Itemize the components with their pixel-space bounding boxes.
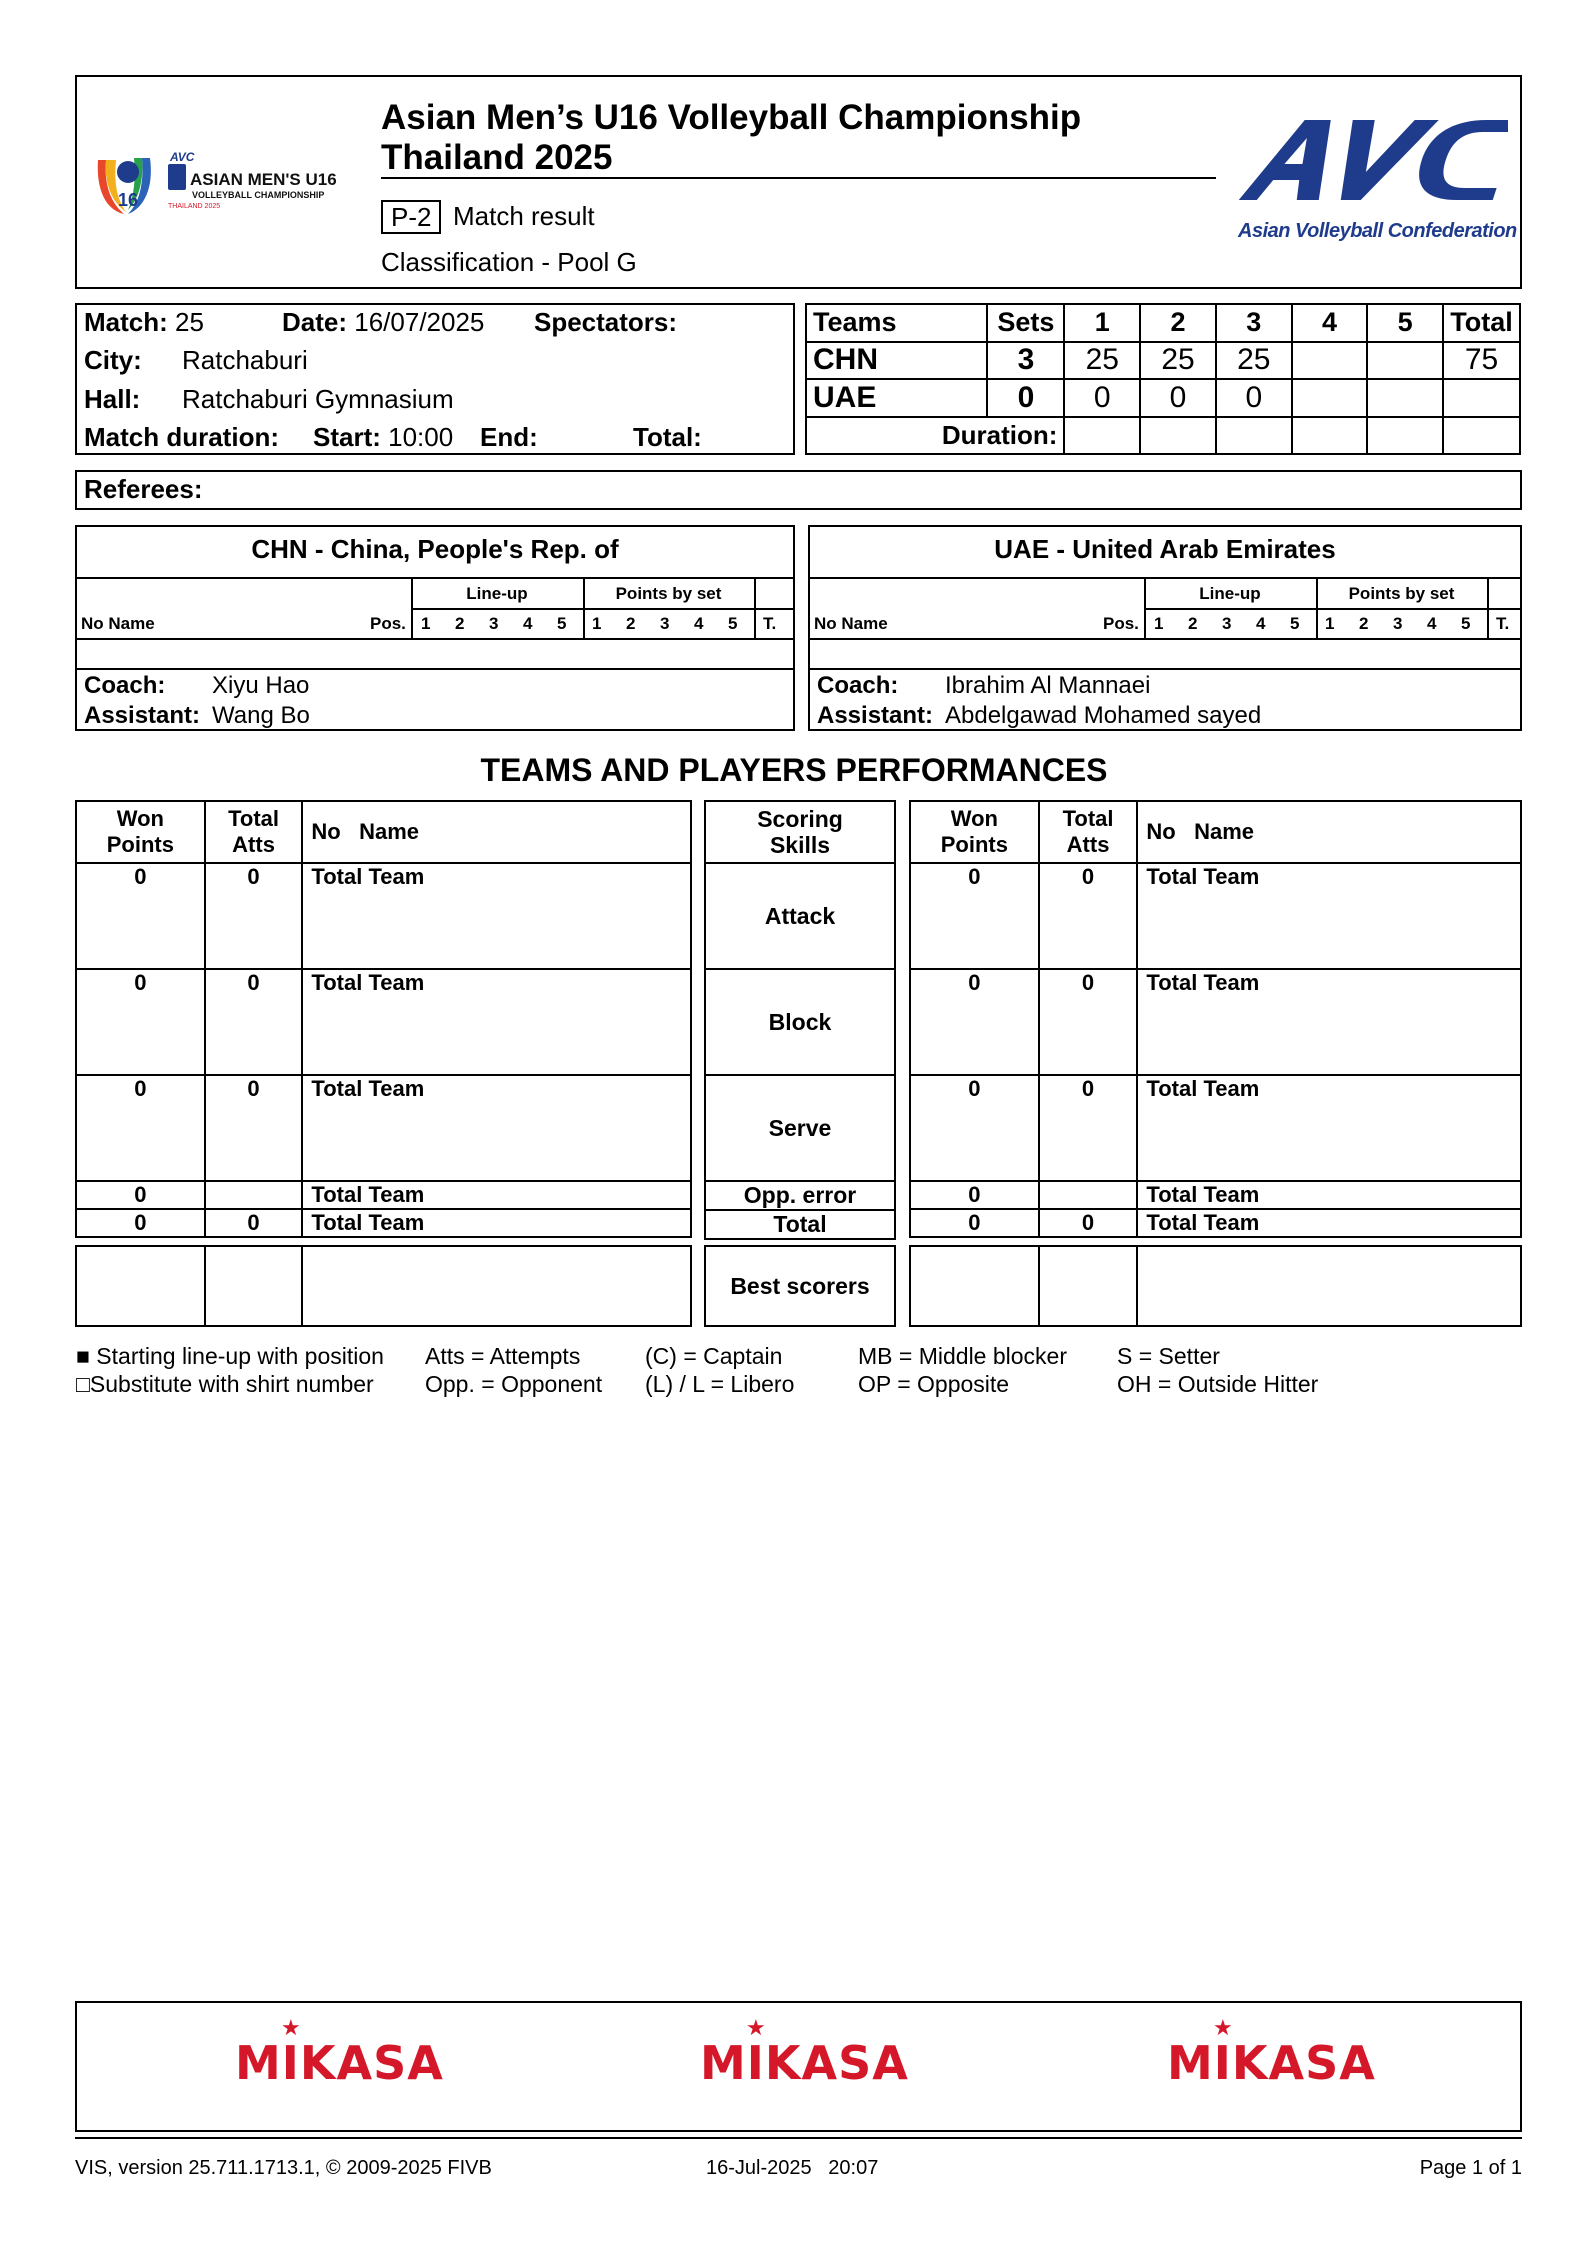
- total-team-label: Total Team: [302, 1075, 691, 1181]
- serve-row: [76, 1075, 691, 1181]
- no-name-header: No Name: [814, 614, 888, 633]
- coach-label: Coach:: [84, 672, 166, 699]
- total-team-label: Total Team: [302, 1181, 691, 1209]
- won-points: 0: [910, 1075, 1039, 1181]
- points-total-header: T.: [763, 614, 777, 633]
- assistant-name: Wang Bo: [212, 702, 310, 729]
- score-set5: [1367, 379, 1443, 417]
- lineup-header-rule: [75, 638, 795, 640]
- duration-set5: [1367, 417, 1443, 455]
- sponsor-logo-3: [1167, 2016, 1376, 2090]
- legend-col5: [1117, 1342, 1318, 1398]
- attack-row: [76, 863, 691, 969]
- footer-date: 16-Jul-2025: [706, 2157, 812, 2179]
- opp-error-row: [910, 1181, 1521, 1209]
- best-scorer-points: [910, 1246, 1039, 1326]
- pos-header: Pos.: [370, 614, 406, 633]
- legend-substitute-text: Substitute with shirt number: [89, 1371, 374, 1397]
- start-label: Start:: [313, 422, 381, 452]
- legend-captain: (C) = Captain: [645, 1343, 783, 1369]
- total-atts: 0: [205, 1209, 303, 1237]
- performance-header: [910, 801, 1521, 863]
- won-points: 0: [76, 863, 205, 969]
- points-set-5: 5: [1461, 614, 1471, 633]
- won-header-line1: Won: [116, 806, 164, 831]
- sets-header: Sets: [987, 304, 1064, 342]
- end-label: End:: [480, 422, 538, 452]
- skill-attack: Attack: [705, 863, 895, 969]
- total-atts: 0: [205, 863, 303, 969]
- scoreboard: [805, 303, 1521, 455]
- legend-col2: [425, 1342, 602, 1398]
- lineup-pos-4: 4: [1256, 614, 1266, 633]
- duration-set4: [1292, 417, 1368, 455]
- legend-oh: OH = Outside Hitter: [1117, 1371, 1319, 1397]
- attack-row: [910, 863, 1521, 969]
- legend-atts: Atts = Attempts: [425, 1343, 581, 1369]
- legend-starting: [76, 1342, 384, 1370]
- won-header-line2: Points: [940, 832, 1008, 857]
- score-team: UAE: [806, 379, 987, 417]
- score-set1: 0: [1064, 379, 1140, 417]
- sponsor-logo-text: MIKASA: [235, 2036, 444, 2090]
- spectators-label: Spectators:: [534, 307, 678, 337]
- legend-setter: S = Setter: [1117, 1343, 1220, 1369]
- lineup-empty-rule: [808, 668, 1522, 670]
- sponsor-underline: [75, 2137, 1522, 2139]
- total-team-label: Total Team: [1137, 863, 1521, 969]
- footer-page: Page 1 of 1: [1419, 2157, 1522, 2179]
- total-team-label: Total Team: [1137, 1181, 1521, 1209]
- skill-total: Total: [705, 1210, 895, 1239]
- event-title-line2: Thailand 2025: [381, 138, 613, 177]
- start-time: [313, 422, 453, 453]
- duration-label: Match duration:: [84, 422, 279, 452]
- performance-header: [76, 801, 691, 863]
- referees-label: Referees:: [84, 474, 203, 504]
- team-title-rule: [75, 577, 795, 579]
- assistant-label: Assistant:: [84, 702, 201, 729]
- sponsor-logo-text: MIKASA: [1167, 2036, 1376, 2090]
- match-value: 25: [175, 307, 204, 337]
- legend-libero: (L) / L = Libero: [645, 1371, 795, 1397]
- best-scorer-atts: [205, 1246, 303, 1326]
- team-title-uae: UAE - United Arab Emirates: [994, 534, 1336, 564]
- total-atts: 0: [1039, 1209, 1138, 1237]
- score-row-chn: [806, 342, 1520, 380]
- best-scorer-name: [1137, 1246, 1521, 1326]
- team-title-chn: CHN - China, People's Rep. of: [251, 534, 619, 564]
- document-code: P-2: [381, 200, 441, 234]
- lineup-pos-5: 5: [1290, 614, 1300, 633]
- legend-starting-text: Starting line-up with position: [96, 1343, 384, 1369]
- total-duration-label: Total:: [633, 422, 702, 452]
- avc-logo-mark: [1238, 110, 1508, 210]
- footer-time: 20:07: [828, 2157, 879, 2179]
- coach-name: Ibrahim Al Mannaei: [945, 672, 1151, 699]
- won-header-line2: Points: [106, 832, 174, 857]
- filled-square-icon: ■: [76, 1343, 90, 1369]
- duration-set1: [1064, 417, 1140, 455]
- best-scorers-label: Best scorers: [705, 1246, 895, 1326]
- points-total-header: T.: [1496, 614, 1510, 633]
- skills-header-line2: Skills: [769, 832, 831, 858]
- team-title-rule: [808, 577, 1522, 579]
- points-set-1: 1: [1325, 614, 1335, 633]
- score-row-uae: [806, 379, 1520, 417]
- svg-text:16: 16: [117, 190, 139, 210]
- legend-mb: MB = Middle blocker: [858, 1343, 1067, 1369]
- won-points: 0: [76, 969, 205, 1075]
- lineup-pos-4: 4: [523, 614, 533, 633]
- scoring-skills-header: [705, 801, 895, 863]
- won-points: 0: [910, 1209, 1039, 1237]
- total-team-label: Total Team: [1137, 1075, 1521, 1181]
- event-logo-line2: VOLLEYBALL CHAMPIONSHIP: [192, 190, 325, 200]
- points-set-4: 4: [694, 614, 704, 633]
- event-title-line1: Asian Men’s U16 Volleyball Championship: [381, 98, 1082, 137]
- legend-op: OP = Opposite: [858, 1371, 1010, 1397]
- pos-header: Pos.: [1103, 614, 1139, 633]
- score-set1: 25: [1064, 342, 1140, 380]
- event-logo-line1: ASIAN MEN'S U16: [190, 170, 337, 189]
- lineup-pos-1: 1: [421, 614, 431, 633]
- points-set-2: 2: [626, 614, 636, 633]
- atts-header-line1: Total: [228, 806, 279, 831]
- total-atts: [205, 1181, 303, 1209]
- empty-square-icon: □: [76, 1371, 90, 1397]
- date-value: 16/07/2025: [354, 307, 485, 337]
- skills-header-line1: Scoring: [757, 806, 843, 832]
- set2-header: 2: [1140, 304, 1216, 342]
- star-icon: ★: [1213, 2016, 1234, 2041]
- legend-substitute: [76, 1370, 384, 1398]
- lineup-pos-1: 1: [1154, 614, 1164, 633]
- teams-header: Teams: [806, 304, 987, 342]
- lineup-header-rule: [808, 638, 1522, 640]
- total-atts-header: [205, 801, 303, 863]
- event-logo-badge: [168, 164, 186, 190]
- performance-table-chn: [75, 800, 692, 1238]
- match-number: [84, 307, 204, 338]
- avc-tagline: Asian Volleyball Confederation: [1238, 220, 1517, 242]
- duration-total: [1443, 417, 1520, 455]
- scoring-skills-table: [704, 800, 896, 1240]
- score-sets: 3: [987, 342, 1064, 380]
- total-atts: [1039, 1181, 1138, 1209]
- won-points: 0: [76, 1075, 205, 1181]
- points-by-set-label: Points by set: [1348, 584, 1455, 603]
- footer-datetime: [706, 2157, 878, 2180]
- sponsor-logo-text: MIKASA: [700, 2036, 909, 2090]
- spectators: [534, 307, 677, 338]
- score-set4: [1292, 342, 1368, 380]
- points-set-2: 2: [1359, 614, 1369, 633]
- duration-label: Duration:: [806, 417, 1064, 455]
- best-scorer-points: [76, 1246, 205, 1326]
- skill-block: Block: [705, 969, 895, 1075]
- performance-table-uae: [909, 800, 1522, 1238]
- avc-logo: [1238, 110, 1517, 250]
- set3-header: 3: [1216, 304, 1292, 342]
- duration-set2: [1140, 417, 1216, 455]
- event-logo: [92, 150, 362, 220]
- coach-name: Xiyu Hao: [212, 672, 310, 699]
- lineup-subheader-rule: [1144, 608, 1522, 610]
- total-team-label: Total Team: [302, 863, 691, 969]
- sponsor-logo-2: [700, 2016, 909, 2090]
- opp-error-row: [76, 1181, 691, 1209]
- performance-title: TEAMS AND PLAYERS PERFORMANCES: [480, 752, 1108, 788]
- score-set3: 25: [1216, 342, 1292, 380]
- score-total: 75: [1443, 342, 1520, 380]
- trophy-ribbon-icon: [92, 150, 162, 220]
- legend-opp: Opp. = Opponent: [425, 1371, 603, 1397]
- phase-label: Classification - Pool G: [381, 247, 637, 277]
- best-scorers-right: [909, 1245, 1522, 1327]
- best-scorers-left: [75, 1245, 692, 1327]
- total-divider: [1487, 577, 1489, 638]
- lineup-pos-2: 2: [1188, 614, 1198, 633]
- city-label: City:: [84, 345, 142, 375]
- total-atts-header: [1039, 801, 1138, 863]
- total-team-label: Total Team: [1137, 969, 1521, 1075]
- legend-col4: [858, 1342, 1067, 1398]
- total-header: Total: [1443, 304, 1520, 342]
- skill-opp-error: Opp. error: [705, 1181, 895, 1210]
- won-points: 0: [910, 863, 1039, 969]
- best-scorers-label-box: [704, 1245, 896, 1327]
- points-set-5: 5: [728, 614, 738, 633]
- score-team: CHN: [806, 342, 987, 380]
- star-icon: ★: [281, 2016, 302, 2041]
- total-atts: 0: [1039, 1075, 1138, 1181]
- points-set-1: 1: [592, 614, 602, 633]
- hall-label: Hall:: [84, 384, 141, 414]
- assistant-label: Assistant:: [817, 702, 934, 729]
- no-name-header: No Name: [81, 614, 155, 633]
- match-date: [282, 307, 484, 338]
- total-team-label: Total Team: [302, 1209, 691, 1237]
- legend-col3: [645, 1342, 794, 1398]
- total-row: [76, 1209, 691, 1237]
- duration-row: [806, 417, 1520, 455]
- skill-serve: Serve: [705, 1075, 895, 1181]
- start-value: 10:00: [388, 422, 454, 452]
- coach-label: Coach:: [817, 672, 899, 699]
- total-atts: 0: [205, 969, 303, 1075]
- lineup-pos-2: 2: [455, 614, 465, 633]
- won-points-header: [76, 801, 205, 863]
- footer-version: VIS, version 25.711.1713.1, © 2009-2025 FIVB: [75, 2157, 492, 2179]
- points-set-3: 3: [1393, 614, 1403, 633]
- assistant-name: Abdelgawad Mohamed sayed: [945, 702, 1262, 729]
- total-atts: 0: [1039, 863, 1138, 969]
- serve-row: [910, 1075, 1521, 1181]
- score-sets: 0: [987, 379, 1064, 417]
- block-row: [76, 969, 691, 1075]
- no-name-header: No Name: [1137, 801, 1521, 863]
- total-team-label: Total Team: [1137, 1209, 1521, 1237]
- score-set5: [1367, 342, 1443, 380]
- date-label: Date:: [282, 307, 348, 337]
- lineup-label: Line-up: [466, 584, 528, 603]
- lineup-pos-3: 3: [489, 614, 499, 633]
- won-points: 0: [76, 1181, 205, 1209]
- atts-header-line1: Total: [1062, 806, 1114, 831]
- points-by-set-label: Points by set: [615, 584, 722, 603]
- duration-set3: [1216, 417, 1292, 455]
- scoreboard-header: [806, 304, 1520, 342]
- lineup-pos-3: 3: [1222, 614, 1232, 633]
- match-label: Match:: [84, 307, 168, 337]
- score-set4: [1292, 379, 1368, 417]
- no-name-header: No Name: [302, 801, 691, 863]
- points-set-4: 4: [1427, 614, 1437, 633]
- set5-header: 5: [1367, 304, 1443, 342]
- set4-header: 4: [1292, 304, 1368, 342]
- title-rule: [381, 177, 1216, 179]
- won-points: 0: [76, 1209, 205, 1237]
- total-divider: [754, 577, 756, 638]
- event-title: [381, 98, 1081, 178]
- referees-box: [75, 470, 1522, 510]
- won-header-line1: Won: [950, 806, 998, 831]
- block-row: [910, 969, 1521, 1075]
- score-set3: 0: [1216, 379, 1292, 417]
- best-scorer-atts: [1039, 1246, 1138, 1326]
- hall-value: Ratchaburi Gymnasium: [182, 384, 454, 414]
- total-team-label: Total Team: [302, 969, 691, 1075]
- best-scorer-name: [302, 1246, 691, 1326]
- won-points: 0: [910, 1181, 1039, 1209]
- star-icon: ★: [746, 2016, 767, 2041]
- won-points-header: [910, 801, 1039, 863]
- lineup-subheader-rule: [411, 608, 795, 610]
- points-set-3: 3: [660, 614, 670, 633]
- score-set2: 0: [1140, 379, 1216, 417]
- won-points: 0: [910, 969, 1039, 1075]
- event-logo-avc: AVC: [170, 150, 195, 164]
- total-atts: 0: [1039, 969, 1138, 1075]
- document-type: Match result: [453, 201, 595, 231]
- lineup-label: Line-up: [1199, 584, 1261, 603]
- total-row: [910, 1209, 1521, 1237]
- lineup-empty-rule: [75, 668, 795, 670]
- sponsor-logo-1: [235, 2016, 444, 2090]
- city-value: Ratchaburi: [182, 345, 308, 375]
- atts-header-line2: Atts: [232, 832, 275, 857]
- score-set2: 25: [1140, 342, 1216, 380]
- set1-header: 1: [1064, 304, 1140, 342]
- total-atts: 0: [205, 1075, 303, 1181]
- event-logo-line3: THAILAND 2025: [168, 203, 221, 210]
- legend-col1: [76, 1342, 384, 1398]
- atts-header-line2: Atts: [1066, 832, 1110, 857]
- lineup-pos-5: 5: [557, 614, 567, 633]
- score-total: [1443, 379, 1520, 417]
